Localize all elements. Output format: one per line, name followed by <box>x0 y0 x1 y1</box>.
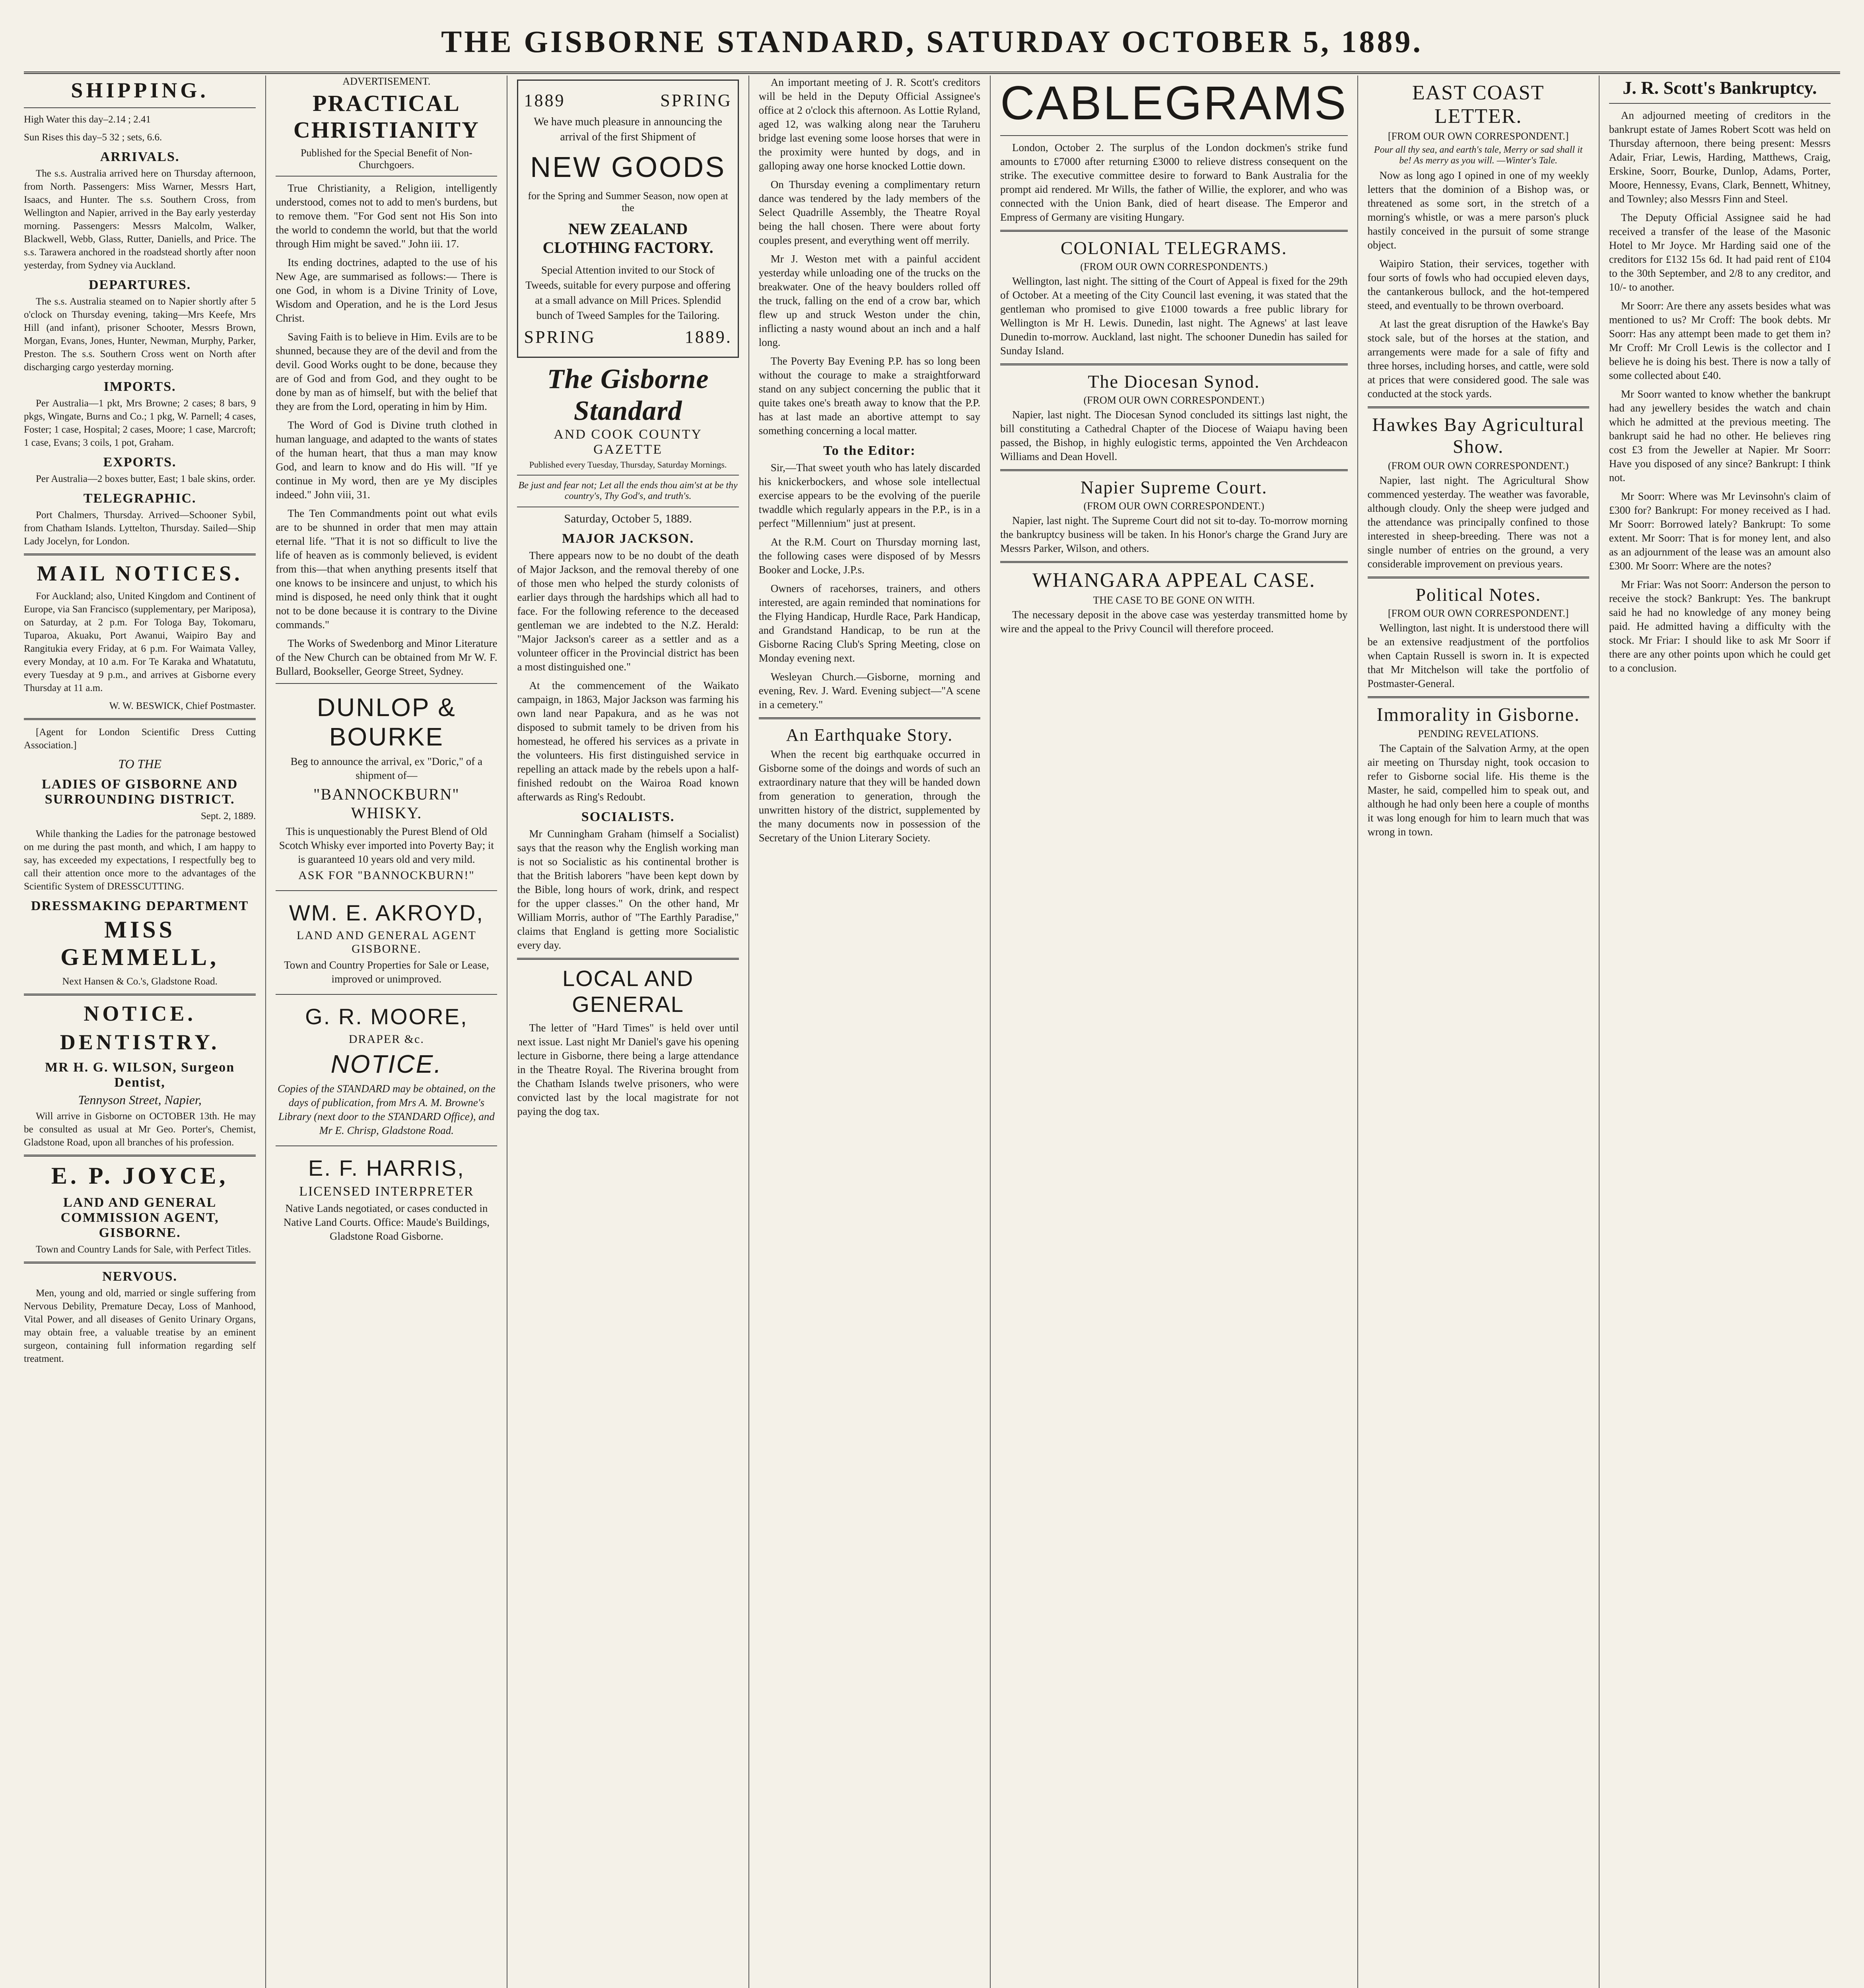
christianity-text-6: The Works of Swedenborg and Minor Literature of the New Church can be obtained from Mr W. F. Bullard, Bookseller, George Street, Sydney. <box>276 637 498 677</box>
column-1 <box>24 76 265 1988</box>
spring-we: We have much pleasure in announcing the arrival of the first Shipment of <box>534 116 722 143</box>
agent-note: [Agent for London Scientific Dress Cutting Association.] <box>24 727 256 751</box>
appeal-sub: THE CASE TO BE GONE ON WITH. <box>1093 594 1255 606</box>
cable-text: London, October 2. The surplus of the London dockmen's strike fund amounts to £7000 after returning £3000 to relieve distress consequent on the strike. The executive committee desire to forward to Bank Australia for the prompt aid rendered. Mr Wills, the father of Willie, the explorer, and who was connected with the Union Bank, died of heart disease. The Emperor and Empress of Germany are visiting Hungary. <box>1000 142 1348 223</box>
dress-title: DRESSMAKING DEPARTMENT <box>31 899 249 913</box>
colonial-title: COLONIAL TELEGRAMS. <box>1060 238 1287 258</box>
harris-name: E. F. HARRIS, <box>308 1155 465 1180</box>
christianity-text-5: The Ten Commandments point out what evils are to be shunned in order that men may attain eternal life. "That it is not so difficult to live the life of heaven as is commonly believed, is evident from this—that when anything presents itself that one knows to be insincere and unjust, to which his mind is disposed, he need only think that it ought not to be done because it is contrary to the Divine commands." <box>276 507 498 631</box>
joyce-name: E. P. JOYCE, <box>51 1163 229 1189</box>
exports-text: Per Australia—2 boxes butter, East; 1 bale skins, order. <box>36 474 256 484</box>
notice-title: NOTICE. <box>84 1002 196 1025</box>
col4-text-1: An important meeting of J. R. Scott's creditors will be held in the Deputy Official Assignee's office at 2 o'clock this afternoon. As Lottie Ryland, aged 12, was walking along near the Taruheru bridge last evening some loose horses that were in the proximity were hunted by dogs, and in galloping away one horse knocked Lottie down. <box>758 76 980 172</box>
immorality-text: The Captain of the Salvation Army, at the open air meeting on Thursday night, took occasion to refer to Gisborne social life. His theme is the Master, he said, compelled him to speak out, and although he had only been here a couple of months it was long enough for him to learn much that was wrong in town. <box>1367 742 1589 838</box>
ladies-text: While thanking the Ladies for the patronage bestowed on me during the past month, and which, I am happy to say, has exceeded my expectations, I respectfully beg to call their attention once more to the advantages of the Scientific System of DRESSCUTTING. <box>24 829 256 892</box>
major-text-1: There appears now to be no doubt of the death of Major Jackson, and the removal thereby of one of those men who helped the sturdy colonists of earlier days through the hardships which all had to face. For the following reference to the deceased gentleman we are indebted to the N.Z. Herald: "Major Jackson's career as a settler and as a volunteer officer in the Provincial district has been a most distinguished one." <box>517 549 739 673</box>
copies-text: Copies of the STANDARD may be obtained, on the days of publication, from Mrs A. M. Browne's Library (next door to the STANDARD Office), and Mr E. Chrisp, Gladstone Road. <box>278 1083 496 1136</box>
quake-title: An Earthquake Story. <box>786 725 953 745</box>
special: Special Attention invited to our Stock of Tweeds, suitable for every purpose and offering at a small advance on Mill Prices. Splendid bunch of Tweed Samples for the Tailoring. <box>525 264 731 321</box>
dunlop-text: Beg to announce the arrival, ex "Doric," of a shipment of— <box>290 755 483 781</box>
quake-text: When the recent big earthquake occurred in Gisborne some of the doings and words of such an extraordinary nature that they will be handed down from generation to generation, through the unwritten history of the district, supplemented by the many documents now in possession of the Secretary of the Union Literary Society. <box>758 748 980 844</box>
christianity-title: PRACTICAL CHRISTIANITY <box>293 90 480 143</box>
letter-text-2: Waipiro Station, their services, together with four sorts of fowls who had occupied eleven days, the cantankerous bullock, and the hot-tempered steed, and eventually to be thrown overboard. <box>1367 258 1589 311</box>
departures-text: The s.s. Australia steamed on to Napier shortly after 5 o'clock on Thursday evening, taking—Mrs Keefe, Mrs Hill (and infant), prisoner Schooter, Messrs Brown, Morgan, Evans, Jones, Hunter, Newman, Murphy, Parker, Preston. The s.s. Southern Cross went on North after discharging cargo yesterday morning. <box>24 296 256 373</box>
bankruptcy-text-6: Mr Friar: Was not Soorr: Anderson the person to receive the stock? Bankrupt: Yes. The bankrupt said he had no knowledge of any money being paid. He admitted having a difficulty with the stock. Mr Friar: I should like to ask Mr Soorr if there are any other points upon which he could get to a conclusion. <box>1609 579 1831 674</box>
nervous-text: Men, young and old, married or single suffering from Nervous Debility, Premature Decay, Loss of Manhood, Vital Power, and all diseases of Genito Urinary Organs, may obtain free, a valuable treatise by an eminent surgeon, containing full information regarding self treatment. <box>24 1288 256 1364</box>
akroyd-title: LAND AND GENERAL AGENT GISBORNE. <box>296 929 476 955</box>
dentist-text: Will arrive in Gisborne on OCTOBER 13th. He may be consulted as usual at Mr Geo. Porter's, Chemist, Gladstone Road, upon all branches of his profession. <box>24 1111 256 1148</box>
column-5 <box>990 76 1357 1988</box>
exports-title: EXPORTS. <box>103 455 177 470</box>
columns <box>24 76 1840 1988</box>
departures-title: DEPARTURES. <box>88 278 191 292</box>
court-sub: (FROM OUR OWN CORRESPONDENT.) <box>1083 500 1264 512</box>
political-title: Political Notes. <box>1415 584 1541 605</box>
nervous-title: NERVOUS. <box>102 1269 178 1284</box>
political-sub: [FROM OUR OWN CORRESPONDENT.] <box>1388 608 1569 619</box>
spring-year-right: 1889. <box>684 327 732 347</box>
appeal-text: The necessary deposit in the above case was yesterday transmitted home by wire and the appeal to the Privy Council will therefore proceed. <box>1000 609 1348 635</box>
telegraphic-text: Port Chalmers, Thursday. Arrived—Schooner Sybil, from Chatham Islands. Lyttelton, Thursday. Sailed—Ship Lady Jocelyn, for London. <box>24 510 256 547</box>
postmaster: W. W. BESWICK, Chief Postmaster. <box>109 701 256 711</box>
spring-word-right: SPRING <box>660 91 732 110</box>
letter-title: EAST COAST LETTER. <box>1412 82 1545 128</box>
akroyd-name: WM. E. AKROYD, <box>289 900 484 925</box>
court-text: Napier, last night. The Supreme Court did not sit to-day. To-morrow morning the bankruptcy business will be taken. In his Honor's charge the Grand Jury are Messrs Parker, Wilson, and others. <box>1000 514 1348 554</box>
letter-sub: [FROM OUR OWN CORRESPONDENT.] <box>1388 130 1569 142</box>
column-2 <box>265 76 507 1988</box>
paper-logo <box>517 363 739 526</box>
new-goods: NEW GOODS <box>530 151 726 183</box>
harris-ad <box>276 1145 497 1251</box>
harris-text: Native Lands negotiated, or cases conducted in Native Land Courts. Office: Maude's Buildings, Gladstone Road Gisborne. <box>283 1202 490 1242</box>
joyce-title: LAND AND GENERAL COMMISSION AGENT, GISBORNE. <box>60 1195 219 1240</box>
column-3 <box>507 76 748 1988</box>
mail-title: MAIL NOTICES. <box>37 561 243 585</box>
dunlop-title: DUNLOP & BOURKE <box>317 693 456 751</box>
dentistry-title: DENTISTRY. <box>60 1030 220 1054</box>
appeal-title: WHANGARA APPEAL CASE. <box>1032 569 1316 592</box>
bankruptcy-text-3: Mr Soorr: Are there any assets besides what was mentioned to us? Mr Croff: The book debts. Mr Soorr: Has any attempt been made to get them in? Mr Croff: Mr Croll Lewis is the collector and I believe he is doing his best. There is now a tally of some collected about £40. <box>1609 300 1831 381</box>
col4-text-5: At the R.M. Court on Thursday morning last, the following cases were disposed of by Messrs Booker and Locke, J.P.s. <box>758 536 980 576</box>
moore-ad <box>276 994 497 1145</box>
spring-ad <box>517 80 739 358</box>
bankruptcy-text-4: Mr Soorr wanted to know whether the bankrupt had any jewellery besides the watch and chain which he admitted at the previous meeting. The bankrupt said he had no other. He believes ring cost £3 from the Jeweller at Napier. Mr Soorr: Have you disposed of any since? Bankrupt: I think not. <box>1609 388 1831 483</box>
spring-year-left: 1889 <box>524 91 566 110</box>
masthead-title: THE GISBORNE STANDARD, SATURDAY OCTOBER 5, 1889. <box>441 24 1423 59</box>
hawkes-title: Hawkes Bay Agricultural Show. <box>1372 414 1585 457</box>
synod-text: Napier, last night. The Diocesan Synod concluded its sittings last night, the bill constituting a Cathedral Chapter of the Diocese of Waiapu having been passed, the Bishop, in highly eulogistic terms, appointed the Ven Archdeacon Williams and Dean Hovell. <box>1000 409 1348 462</box>
major-text-2: At the commencement of the Waikato campaign, in 1863, Major Jackson was farming his own land near Papakura, and as he was not disposed to submit tamely to be driven from his homestead, he offered his services as a private in the volunteers. His first distinguished service in repelling an attack made by the rebels upon a half-finished redoubt on the Wairoa Road known afterwards as Ring's Redoubt. <box>517 679 739 803</box>
dentist-addr: Tennyson Street, Napier, <box>78 1093 202 1107</box>
christianity-text-4: The Word of God is Divine truth clothed in human language, and adapted to the wants of states of the human heart, that thus a man may know God, and learn to know and do His will. "If ye continue in My word, then are ye My disciples indeed." John viii, 31. <box>276 419 498 501</box>
gemmell-addr: Next Hansen & Co.'s, Gladstone Road. <box>62 976 218 987</box>
col4-text-6: Owners of racehorses, trainers, and others interested, are again reminded that nominations for the Flying Handicap, Hurdle Race, Park Handicap, and Grandstand Handicap, to be run at the Gisborne Racing Club's Spring Meeting, close on Monday evening next. <box>758 582 980 664</box>
court-title: Napier Supreme Court. <box>1080 477 1267 497</box>
christianity-text-2: Its ending doctrines, adapted to the use of his New Age, are summarised as follows:— There is one God, in whom is a Divine Trinity of Love, Wisdom and Operation, and he is the Lord Jesus Christ. <box>276 256 498 324</box>
dunlop-ad <box>276 683 497 890</box>
paper-pub: Published every Tuesday, Thursday, Saturday Mornings. <box>529 460 727 470</box>
dentist-name: MR H. G. WILSON, Surgeon Dentist, <box>45 1060 235 1090</box>
spring-word-left: SPRING <box>524 327 596 347</box>
bankruptcy-text-2: The Deputy Official Assignee said he had received a transfer of the lease of the Masonic Hotel to Mr Joyce. Mr Harding said one of the creditors for £132 15s 6d. It had paid rent of £104 to the 30th September, and 2/8 to any creditor, and 10/- to another. <box>1609 212 1831 293</box>
bankruptcy-text-5: Mr Soorr: Where was Mr Levinsohn's claim of £300 for? Bankrupt: For money received as I had. Mr Soorr: Borrowed lately? Bankrupt: To some extent. Mr Soorr: That is for money lent, and also as an adjournment of the lease was an amount also £300. Mr Soorr: Where are the notes? <box>1609 490 1831 572</box>
column-6 <box>1357 76 1599 1988</box>
major-title: MAJOR JACKSON. <box>562 531 694 546</box>
col4-text-2: On Thursday evening a complimentary return dance was tendered by the lady members of the Select Quadrille Assembly, the Theatre Royal being the hall chosen. There were about forty couples present, and everything went off merrily. <box>758 179 980 246</box>
imports-title: IMPORTS. <box>103 379 176 394</box>
christianity-text-3: Saving Faith is to believe in Him. Evils are to be shunned, because they are of the devil and from the devil. Good Works ought to be done, because they are of God and from God, and they ought to be done by man as of himself, but with the belief that they are from the Lord, operating in him by Him. <box>276 331 498 412</box>
christianity-sub: Published for the Special Benefit of Non-Churchgoers. <box>300 147 472 171</box>
col4-text-7: Wesleyan Church.—Gisborne, morning and evening, Rev. J. Ward. Evening subject—"A scene in a cemetery." <box>758 671 980 711</box>
letter-quote: Pour all thy sea, and earth's tale, Merry or sad shall it be! As merry as you will. —Winter's Tale. <box>1374 145 1583 166</box>
col4-text-4: The Poverty Bay Evening P.P. has so long been without the courage to make a straightforward stand on any subject concerning the public that it quite takes one's breath away to know that the P.P. has at last made an abortive attempt to say something concerning a local matter. <box>758 355 980 437</box>
local-text: The letter of "Hard Times" is held over until next issue. Last night Mr Daniel's gave his opening lecture in Gisborne, there being a large attendance in the Theatre Royal. The Riverina brought from the Chatham Islands twelve prisoners, who were convicted last by the local magistrate for not paying the dog tax. <box>517 1022 739 1117</box>
column-4 <box>748 76 990 1988</box>
column-7 <box>1599 76 1840 1988</box>
masthead <box>24 12 1840 74</box>
akroyd-ad <box>276 890 497 994</box>
moore-name: G. R. MOORE, <box>305 1004 468 1029</box>
harris-title: LICENSED INTERPRETER <box>299 1184 474 1199</box>
hawkes-sub: (FROM OUR OWN CORRESPONDENT.) <box>1388 460 1569 472</box>
imports-text: Per Australia—1 pkt, Mrs Browne; 2 cases; 8 bars, 9 pkgs, Wingate, Burns and Co.; 1 pkg, W. Parnell; 4 cases, Foster; 1 case, Hospital; 2 cases, Moore; 1 case, Marcroft; 1 case, Evans; 3 coils, 1 pot, Graham. <box>24 398 256 448</box>
bankruptcy-title: J. R. Scott's Bankruptcy. <box>1623 78 1817 98</box>
moore-sub: DRAPER &c. <box>348 1033 424 1046</box>
sun-line: Sun Rises this day–5 32 ; sets, 6.6. <box>24 132 162 143</box>
immorality-title: Immorality in Gisborne. <box>1376 704 1580 725</box>
editor-text: Sir,—That sweet youth who has lately discarded his knickerbockers, and whose sole intellectual exercise appears to be the evolving of the puerile twaddle which regularly appears in the P.P., is in a perfect "Millennium" just at present. <box>758 462 980 529</box>
gemmell-name: MISS GEMMELL, <box>60 916 220 970</box>
letter-text-3: At last the great disruption of the Hawke's Bay stock sale, but of the horses at the station, and arrangements were made for a sale of fifty and three horses, including horses, and cattle, were sold at prices that were considered good. The sale was conducted at the stock yards. <box>1367 318 1589 400</box>
socialists-title: SOCIALISTS. <box>581 810 675 824</box>
synod-title: The Diocesan Synod. <box>1088 371 1260 392</box>
dunlop-ask: ASK FOR "BANNOCKBURN!" <box>298 869 475 882</box>
joyce-text: Town and Country Lands for Sale, with Perfect Titles. <box>36 1244 251 1255</box>
arrivals-title: ARRIVALS. <box>100 149 180 164</box>
cablegrams-title: CABLEGRAMS <box>1000 76 1348 130</box>
date-line: Saturday, October 5, 1889. <box>564 512 692 525</box>
notice-2-title: NOTICE. <box>330 1050 443 1078</box>
local-title: LOCAL AND GENERAL <box>562 966 694 1017</box>
akroyd-text: Town and Country Properties for Sale or Lease, improved or unimproved. <box>284 959 489 985</box>
adv-label: ADVERTISEMENT. <box>342 76 431 87</box>
arrivals-text: The s.s. Australia arrived here on Thursday afternoon, from North. Passengers: Miss Warner, Messrs Hart, Isaacs, and Hunter. The s.s. Southern Cross, from Wellington and Napier, arrived in the Bay early yesterday morning. Passengers: Messrs Malcolm, Walker, Blackwell, Webb, Glass, Rutter, Daniells, and Price. The s.s. Tarawera anchored in the roadstead shortly after noon yesterday, from Sydney via Auckland. <box>24 168 256 271</box>
col4-text-3: Mr J. Weston met with a painful accident yesterday while unloading one of the trucks on the breakwater. One of the heavy boulders rolled off the truck, falling on the end of a crow bar, which flew up and struck Weston under the chin, inflicting a nasty wound about an inch and a half long. <box>758 253 980 348</box>
dunlop-whisky: "BANNOCKBURN" WHISKY. <box>313 785 460 822</box>
colonial-text: Wellington, last night. The sitting of the Court of Appeal is fixed for the 29th of October. At a meeting of the City Council last evening, it was stated that the gentleman who promised to give £1000 towards a free public library for Wellington is Mr H. Lewis. Dunedin, last night. The Agnews' at last leave Dunedin to-morrow. Auckland, last night. The schooner Dunedin has sailed for Sunday Island. <box>1000 275 1348 357</box>
hawkes-text: Napier, last night. The Agricultural Show commenced yesterday. The weather was favorable, although cloudy. Only the sheep were judged and the attendance was principally confined to those interested in sheep-breeding. There was not a single number of entries on the ground, a very considerable improvement on previous years. <box>1367 474 1589 570</box>
synod-sub: (FROM OUR OWN CORRESPONDENT.) <box>1083 394 1264 406</box>
season: for the Spring and Summer Season, now open at the <box>528 190 728 214</box>
socialists-text: Mr Cunningham Graham (himself a Socialist) says that the reason why the English working man is not so Socialistic as his continental brother is that the British laborers "have been kept down by the Bible, long hours of work, drink, and respect for the upper classes." On the other hand, Mr William Morris, author of "The Earthly Paradise," claims that England is getting more Socialistic every day. <box>517 828 739 951</box>
paper-motto: Be just and fear not; Let all the ends thou aim'st at be thy country's, Thy God's, and truth's. <box>518 480 738 501</box>
ladies-date: Sept. 2, 1889. <box>201 811 256 821</box>
telegraphic-title: TELEGRAPHIC. <box>83 491 196 506</box>
christianity-text-1: True Christianity, a Religion, intelligently understood, comes not to add to men's burdens, but to remove them. "For God sent not His Son into the world to condemn the world, but that the world through Him might be saved." John iii. 17. <box>276 182 498 250</box>
dunlop-text-2: This is unquestionably the Purest Blend of Old Scotch Whisky ever imported into Poverty Bay; it is guaranteed 10 years old and very mild. <box>279 825 494 865</box>
mail-text: For Auckland; also, United Kingdom and Continent of Europe, via San Francisco (supplementary, per Mariposa), on Saturday, at 2 p.m. For Tologa Bay, Tokomaru, Tuparoa, Akuaku, Port Awanui, Waipiro Bay and Rangitukia every Friday, at 6 p.m. For Waimata Valley, every Monday, at 10 a.m. For Te Karaka and Whatatutu, every Tuesday at 9 p.m., and arrives at Gisborne every Thursday at 11 a.m. <box>24 591 256 693</box>
shipping-title: SHIPPING. <box>71 78 209 102</box>
tide-line: High Water this day–2.14 ; 2.41 <box>24 114 151 125</box>
paper-sub: AND COOK COUNTY GAZETTE <box>554 427 702 457</box>
ladies-title: LADIES OF GISBORNE AND SURROUNDING DISTRICT. <box>41 777 238 807</box>
factory: NEW ZEALAND CLOTHING FACTORY. <box>542 220 713 256</box>
ladies-to: TO THE <box>118 757 161 771</box>
paper-title: The Gisborne Standard <box>547 364 709 426</box>
colonial-sub: (FROM OUR OWN CORRESPONDENTS.) <box>1080 261 1268 272</box>
bankruptcy-text-1: An adjourned meeting of creditors in the bankrupt estate of James Robert Scott was held on Thursday afternoon, there being present: Messrs Adair, Friar, Lewis, Harding, Matthews, Craig, Erskine, Soorr, Bourke, Dunlop, Adams, Porter, Moore, Hennessy, Evans, Clark, Bennett, Whitney, and Townley; also Messrs Finn and Steel. <box>1609 109 1831 205</box>
letter-text-1: Now as long ago I opined in one of my weekly letters that the dominion of a Bishop was, or threatened as some sort, in the stretch of a morning's whistle, or was a mere parson's pluck hastily conceived in the pursuit of some strange object. <box>1367 169 1589 251</box>
political-text: Wellington, last night. It is understood there will be an extensive readjustment of the portfolios when Captain Russell is sworn in. It is expected that Mr Mitchelson will take the portfolio of Postmaster-General. <box>1367 622 1589 689</box>
editor-title: To the Editor: <box>823 443 916 458</box>
immorality-sub: PENDING REVELATIONS. <box>1418 728 1539 740</box>
